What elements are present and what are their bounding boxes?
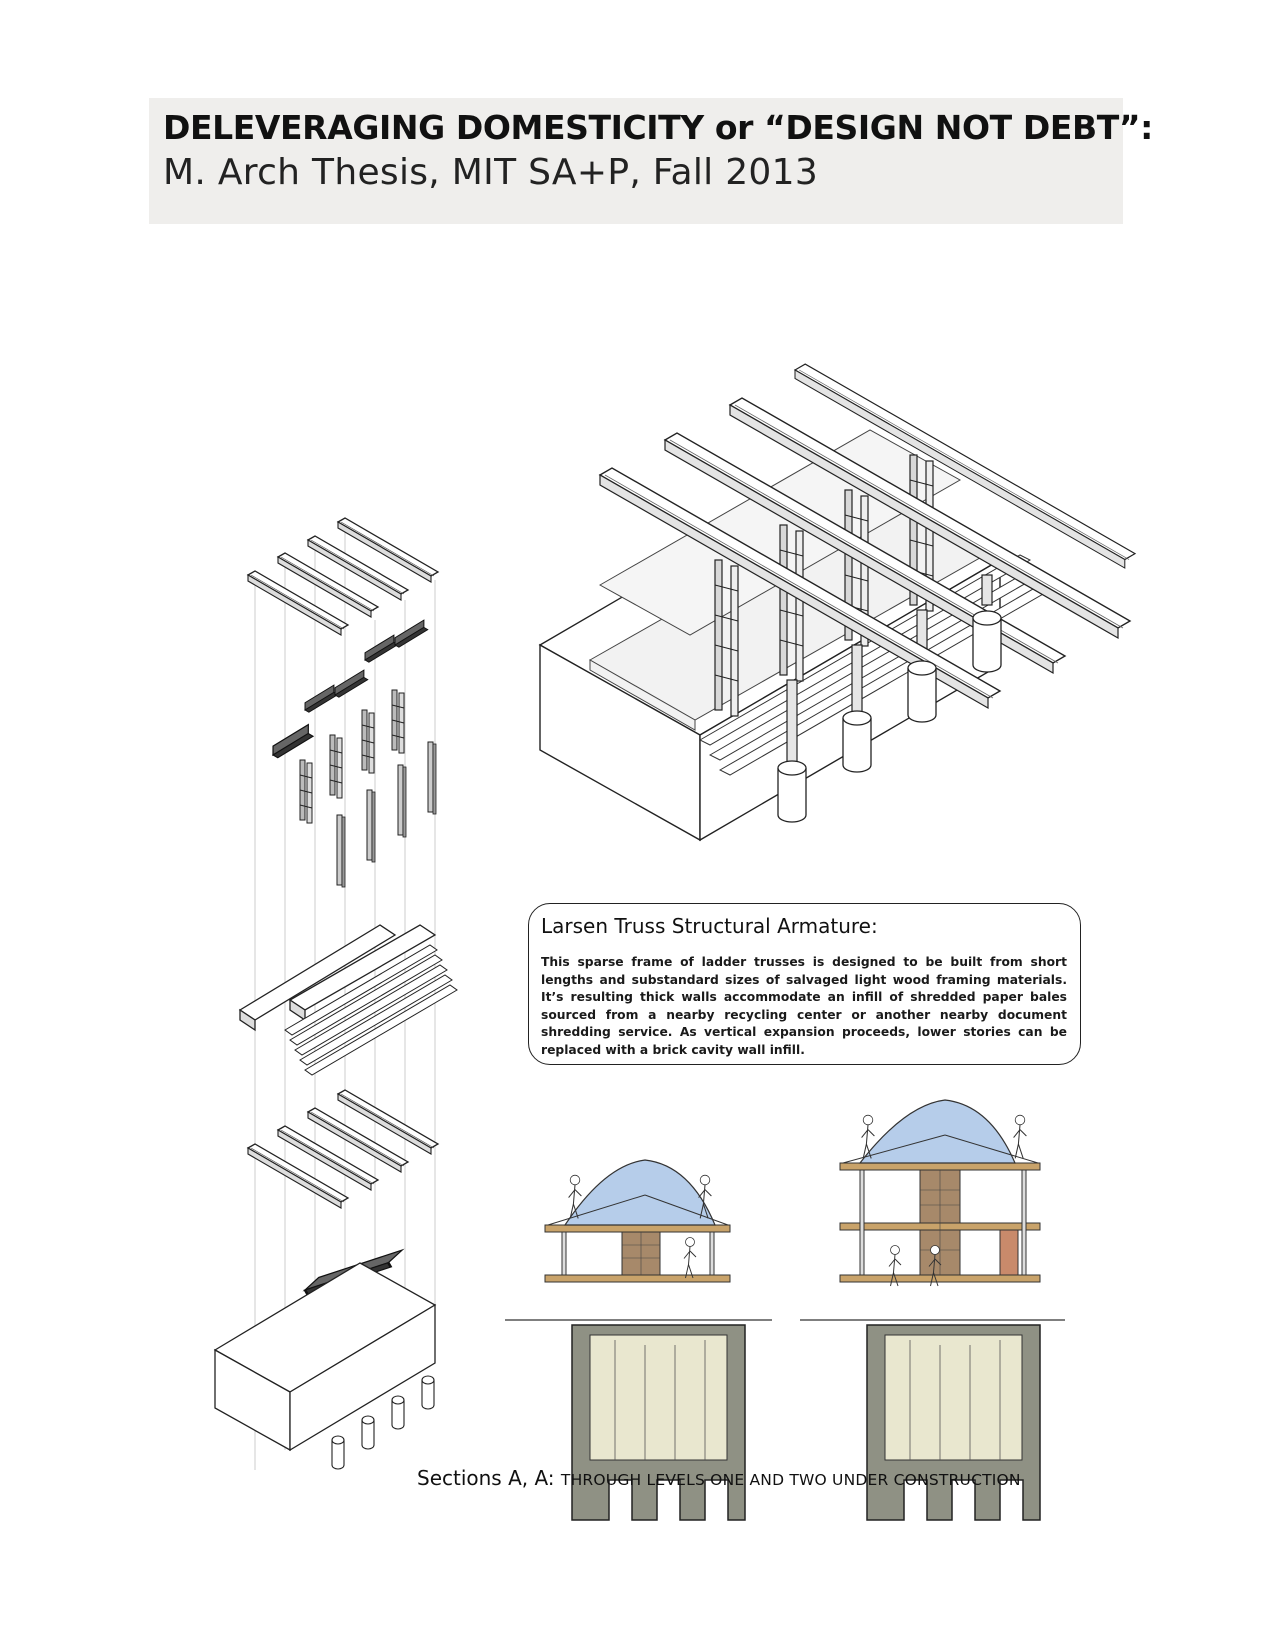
assembled-axonometric xyxy=(540,364,1135,840)
page-subtitle: M. Arch Thesis, MIT SA+P, Fall 2013 xyxy=(163,152,819,193)
exploded-axonometric xyxy=(215,518,457,1470)
caption-rest: THROUGH LEVELS ONE AND TWO UNDER CONSTRUCTION xyxy=(560,1471,1021,1489)
description-body: This sparse frame of ladder trusses is designed to be built from short lengths and substandard sizes of salvaged light wood framing materials. It’s resulting thick walls accommodate an infill of shredded paper bales sourced from a nearby recycling center or another nearby document shredding service. As vertical expansion proceeds, lower stories can be replaced with a brick cavity wall infill. xyxy=(541,955,1067,1057)
sections-caption xyxy=(417,1466,1021,1490)
description-title: Larsen Truss Structural Armature: xyxy=(541,914,878,938)
caption-lead: Sections A, A: xyxy=(417,1466,561,1490)
description-box xyxy=(528,903,1081,1065)
page-title: DELEVERAGING DOMESTICITY or “DESIGN NOT DEBT”: xyxy=(163,108,1153,147)
section-two-story xyxy=(800,1100,1065,1520)
